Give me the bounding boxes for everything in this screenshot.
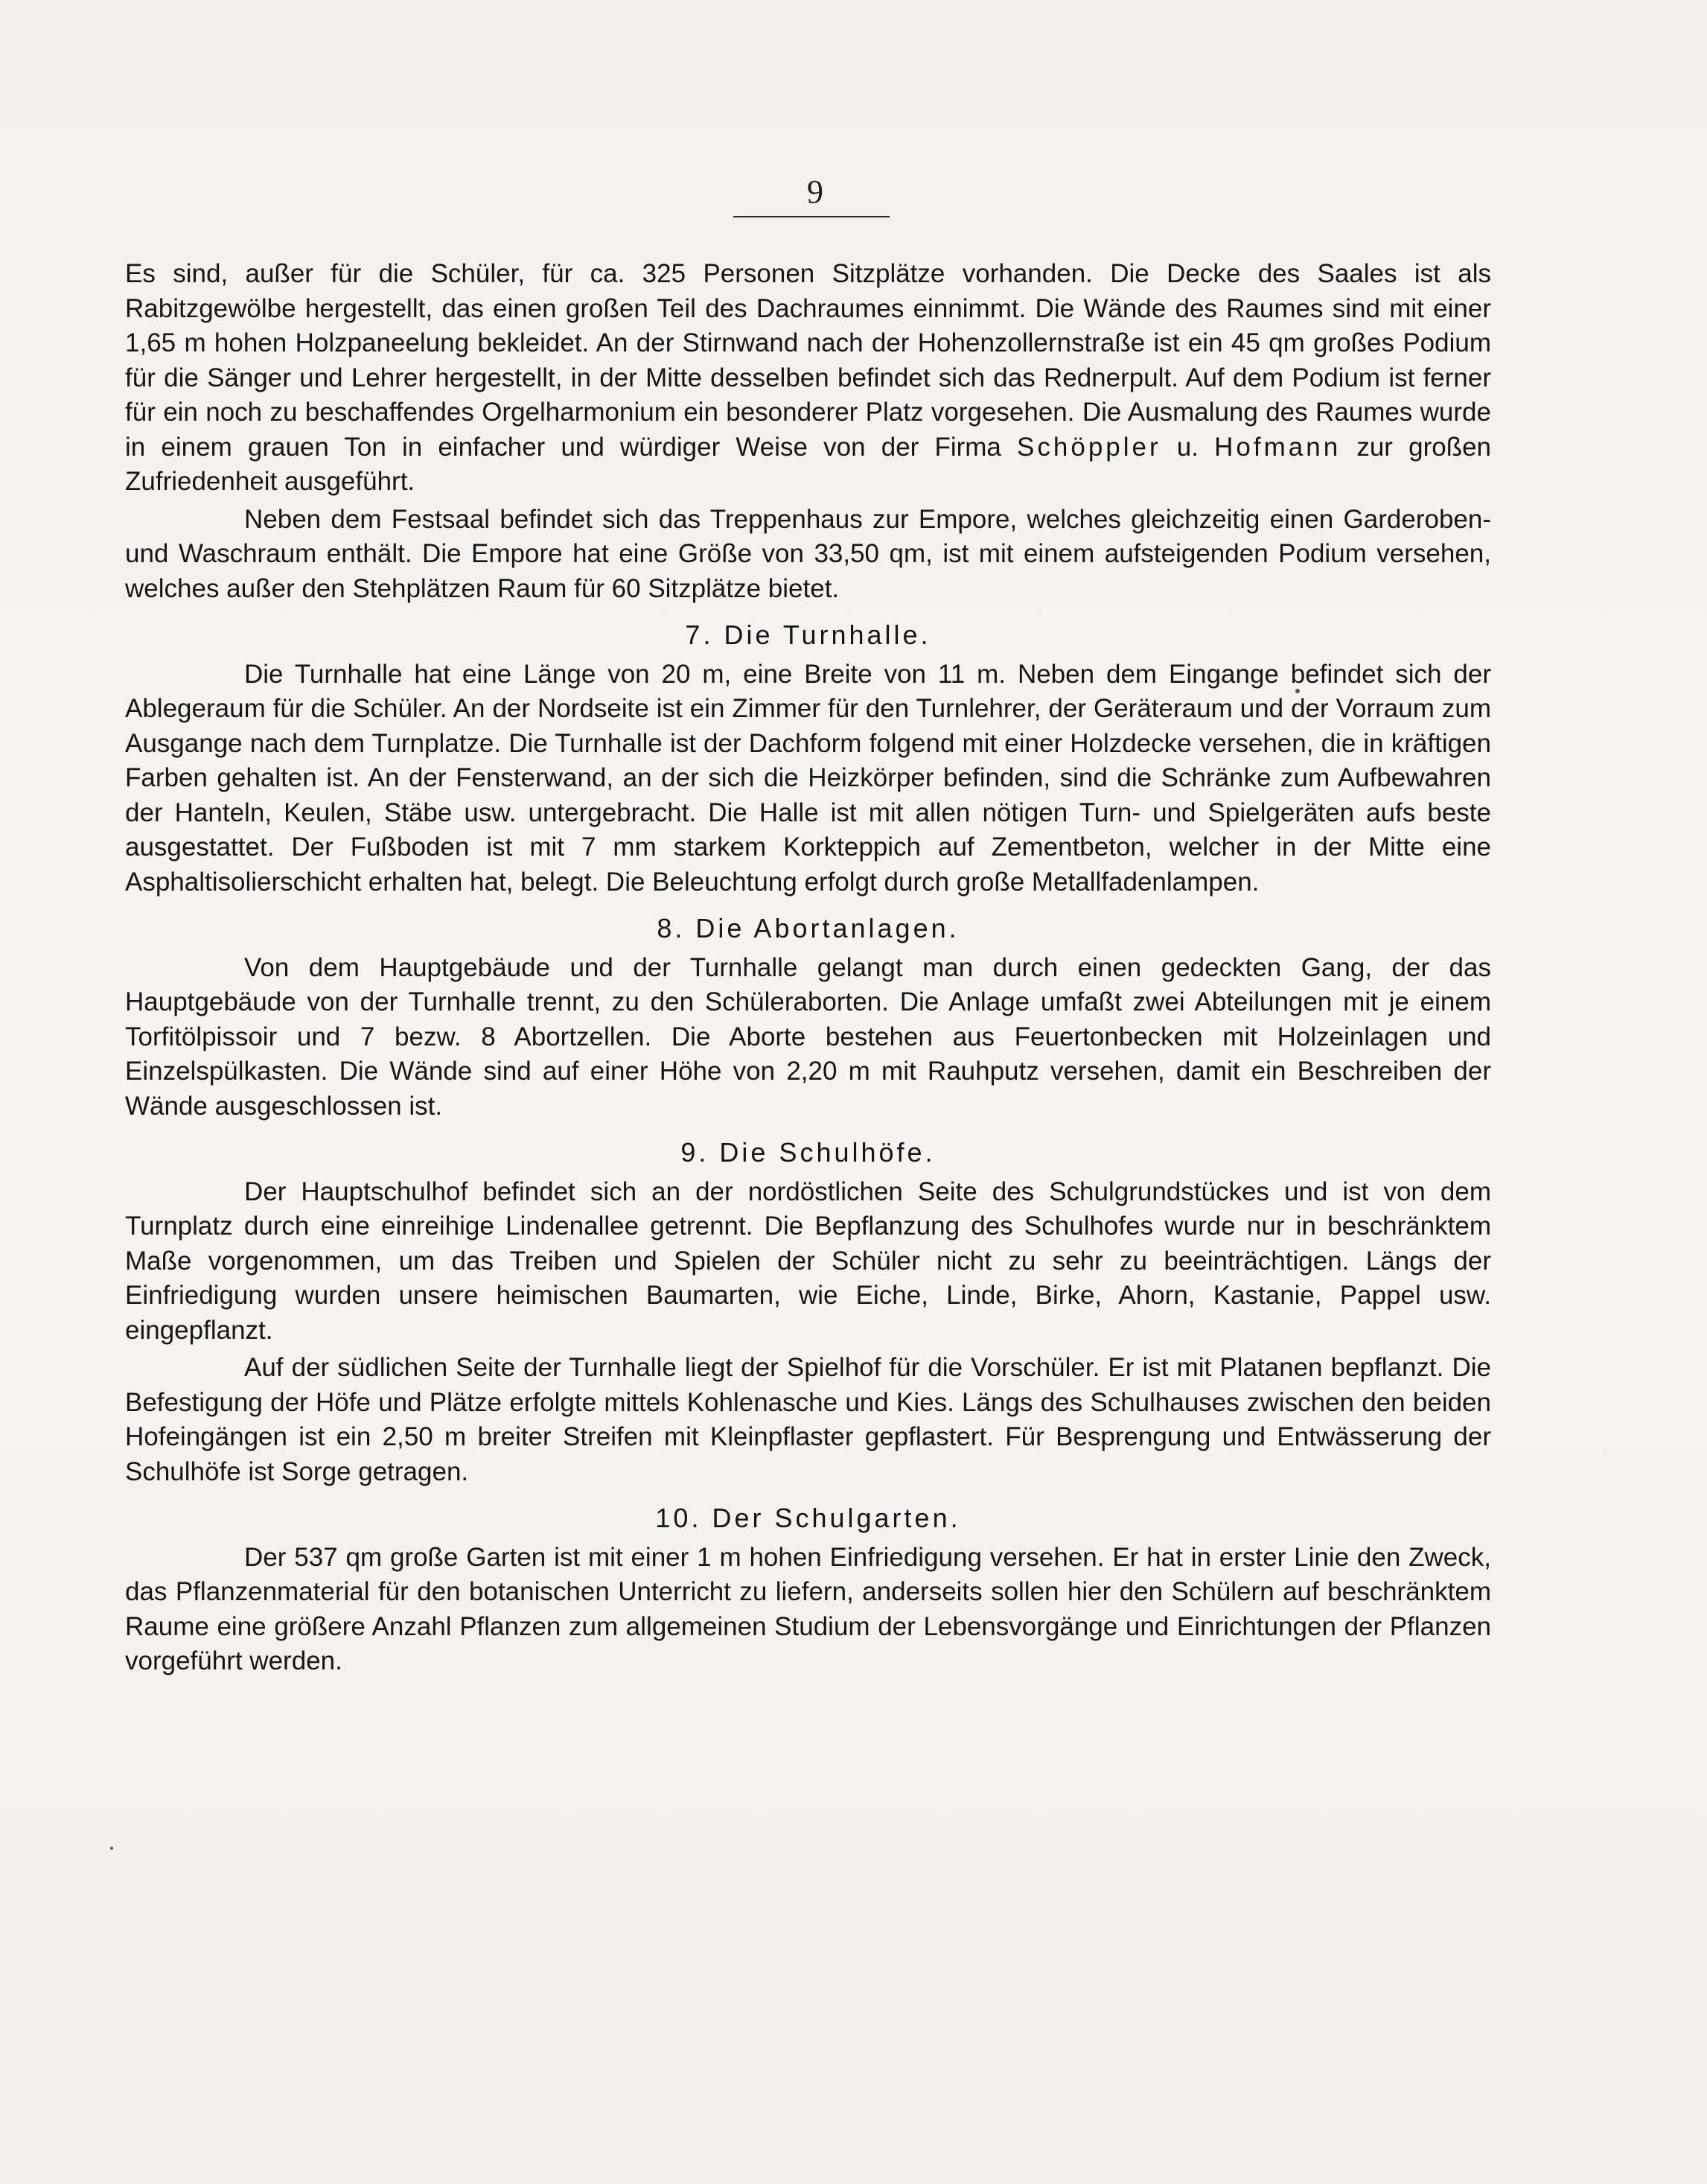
page-number-rule <box>733 216 890 217</box>
firm-name-schoeppler: Schöppler <box>1017 432 1161 462</box>
paragraph-spielhof: Auf der südlichen Seite der Turnhalle liegt der Spielhof für die Vorschüler. Er ist mit Platanen bepflanzt. Die Befestigung der Höfe und Plätze erfolgte mittels Kohlenasche und Kies. Längs des Schulhauses zwischen den beiden Hofeingängen ist ein 2,50 m breiter Streifen mit Kleinpflaster gepflastert. Für Besprengung und Entwässerung der Schulhöfe ist Sorge getragen. <box>125 1353 1491 1486</box>
section-heading-abortanlagen: 8. Die Abortanlagen. <box>657 913 960 943</box>
paragraph-abortanlagen: Von dem Hauptgebäude und der Turnhalle gelangt man durch einen gedeckten Gang, der das Hauptgebäude von der Turnhalle trennt, zu den Schüleraborten. Die Anlage umfaßt zwei Abteilungen mit je einem Torfitölpissoir und 7 bezw. 8 Abortzellen. Die Aborte bestehen aus Feuertonbecken mit Holzeinlagen und Einzelspülkasten. Die Wände sind auf einer Höhe von 2,20 m mit Rauhputz versehen, damit ein Beschreiben der Wände ausgeschlossen ist. <box>125 952 1491 1121</box>
paragraph-empore: Neben dem Festsaal befindet sich das Treppenhaus zur Empore, welches gleichzeitig einen Garderoben- und Waschraum enthält. Die Empore hat eine Größe von 33,50 qm, ist mit einem aufsteigenden Podium versehen, welches außer den Stehplätzen Raum für 60 Sitzplätze bietet. <box>125 504 1491 603</box>
firm-name-hofmann: Hofmann <box>1214 432 1341 462</box>
section-heading-turnhalle: 7. Die Turnhalle. <box>685 620 931 650</box>
paragraph-turnhalle: Die Turnhalle hat eine Länge von 20 m, eine Breite von 11 m. Neben dem Eingange befindet sich der Ablegeraum für die Schüler. An der Nordseite ist ein Zimmer für den Turnlehrer, der Geräteraum und der Vorraum zum Ausgange nach dem Turnplatze. Die Turnhalle ist der Dachform folgend mit einer Holzdecke versehen, die in kräftigen Farben gehalten ist. An der Fensterwand, an der sich die Heizkörper befinden, sind die Schränke zum Aufbewahren der Hanteln, Keulen, Stäbe usw. untergebracht. Die Halle ist mit allen nötigen Turn- und Spielgeräten aufs beste ausgestattet. Der Fußboden ist mit 7 mm starkem Korkteppich auf Zementbeton, welcher in der Mitte eine Asphaltisolierschicht erhalten hat, belegt. Die Beleuchtung erfolgt durch große Metallfadenlampen. <box>125 659 1491 897</box>
page-body <box>125 257 1491 1682</box>
section-heading-schulhoefe: 9. Die Schulhöfe. <box>680 1137 936 1168</box>
paragraph-hauptschulhof: Der Hauptschulhof befindet sich an der nordöstlichen Seite des Schulgrundstückes und ist von dem Turnplatz durch eine einreihige Lindenallee getrennt. Die Bepflanzung des Schulhofes wurde nur in beschränktem Maße vorgenommen, um das Treiben und Spielen der Schüler nicht zu sehr zu beeinträchtigen. Längs der Einfriedigung wurden unsere heimischen Baumarten, wie Eiche, Linde, Birke, Ahorn, Kastanie, Pappel usw. eingepflanzt. <box>125 1177 1491 1345</box>
paragraph-schulgarten: Der 537 qm große Garten ist mit einer 1 m hohen Einfriedigung versehen. Er hat in erster Linie den Zweck, das Pflanzenmaterial für den botanischen Unterricht zu liefern, anderseits sollen hier den Schülern auf beschränktem Raume eine größere Anzahl Pflanzen zum allgemeinen Studium der Lebensvorgänge und Einrichtungen der Pflanzen vorgeführt werden. <box>125 1542 1491 1675</box>
page-number: 9 <box>807 173 823 210</box>
section-heading-schulgarten: 10. Der Schulgarten. <box>655 1503 961 1533</box>
paper-speck <box>1295 689 1300 693</box>
paper-speck <box>110 1847 113 1850</box>
paragraph-festsaal: Es sind, außer für die Schüler, für ca. 325 Personen Sitzplätze vorhanden. Die Decke des Saales ist als Rabitzgewölbe hergestellt, das einen großen Teil des Dachraumes einnimmt. Die Wände des Raumes sind mit einer 1,65 m hohen Holzpaneelung bekleidet. An der Stirnwand nach der Hohenzollernstraße ist ein 45 qm großes Podium für die Sänger und Lehrer hergestellt, in der Mitte desselben befindet sich das Rednerpult. Auf dem Podium ist ferner für ein noch zu beschaffendes Orgelharmonium ein besonderer Platz vorgesehen. Die Ausmalung des Raumes wurde in einem grauen Ton in einfacher und würdiger Weise von der Firma Schöppler u. Hofmann zur großen Zufriedenheit ausgeführt. <box>125 259 1492 496</box>
